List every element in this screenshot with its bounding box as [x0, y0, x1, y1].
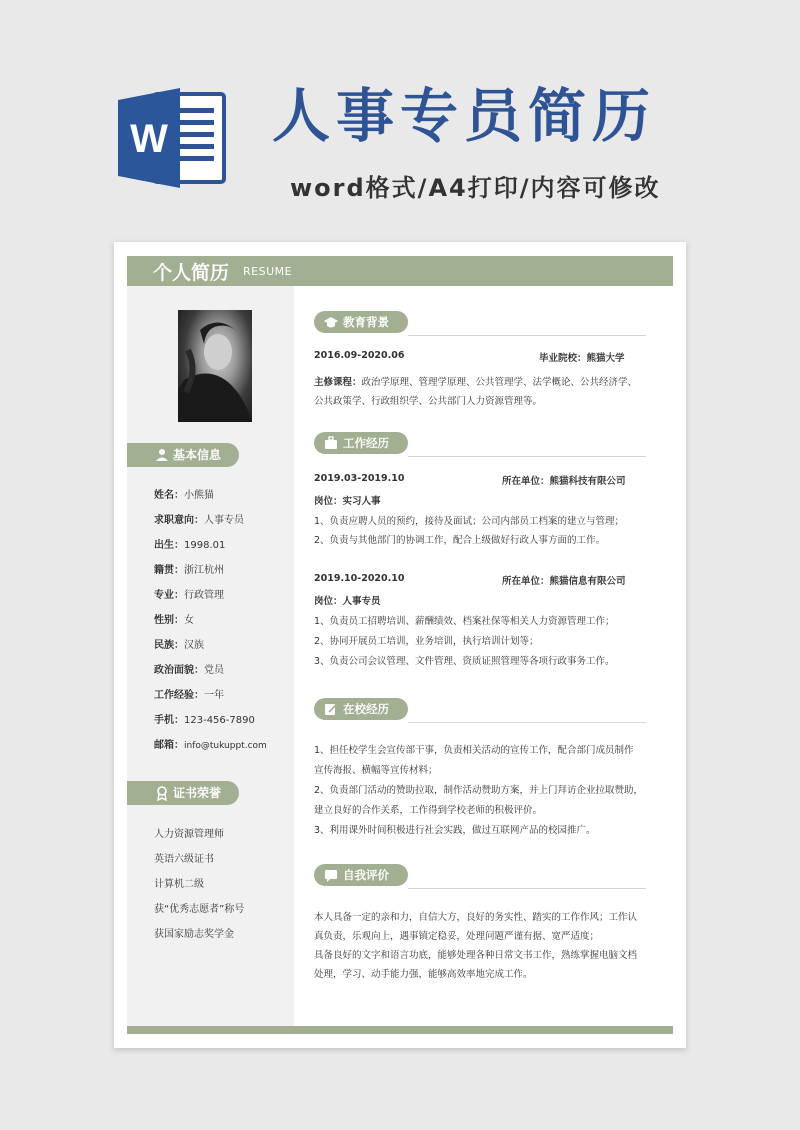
job-period: 2019.10-2020.10: [314, 573, 405, 584]
company-label: 所在单位：: [502, 476, 550, 487]
job-duty: 1、负责应聘人员的预约，接待及面试；公司内部员工档案的建立与管理；: [314, 516, 625, 527]
resume-paper: [114, 242, 686, 1048]
course-label: 主修课程：: [314, 377, 362, 388]
cert-item: 获国家励志奖学金: [154, 929, 234, 940]
resume-header-title: 个人简历: [153, 262, 230, 284]
info-value: 浙江杭州: [184, 565, 224, 576]
info-key: 邮箱：: [154, 740, 184, 751]
info-row: [154, 586, 224, 601]
campus-line: 建立良好的合作关系，工作得到学校老师的积极评价。: [314, 805, 543, 816]
education-label: 教育背景: [343, 315, 389, 329]
info-key: 民族：: [154, 640, 184, 651]
campus-line: 3、利用课外时间积极进行社会实践，做过互联网产品的校园推广。: [314, 825, 596, 836]
info-row: [154, 486, 214, 501]
info-value: 1998.01: [184, 540, 226, 551]
info-key: 求职意向：: [154, 515, 204, 526]
info-value: 行政管理: [184, 590, 224, 601]
campus-line: 1、担任校学生会宣传部干事，负责相关活动的宣传工作，配合部门成员制作: [314, 745, 634, 756]
campus-tag: [314, 698, 408, 720]
divider: [408, 456, 646, 457]
edit-icon: [324, 698, 338, 720]
word-logo-icon: [118, 86, 228, 190]
info-value: info@tukuppt.com: [184, 741, 267, 751]
self-line: 处理，学习、动手能力强，能够高效率地完成工作。: [314, 969, 533, 980]
info-row: [154, 511, 244, 526]
profile-photo: [178, 310, 252, 422]
info-row: [154, 561, 224, 576]
info-row: [154, 686, 224, 701]
cert-item: 获“优秀志愿者”称号: [154, 904, 245, 915]
resume-header-en: RESUME: [243, 265, 293, 278]
page-subtitle: word格式/A4打印/内容可修改: [290, 174, 661, 202]
self-line: 具备良好的文字和语言功底，能够处理各种日常文书工作，熟练掌握电脑文档: [314, 950, 638, 961]
info-value: 小熊猫: [184, 490, 214, 501]
info-key: 姓名：: [154, 490, 184, 501]
info-row: [154, 661, 224, 676]
info-key: 手机：: [154, 715, 184, 726]
divider: [408, 722, 646, 723]
graduation-cap-icon: [324, 311, 338, 333]
divider: [408, 335, 646, 336]
campus-line: 宣传海报、横幅等宣传材料；: [314, 765, 438, 776]
info-row: [154, 536, 225, 551]
info-value: 123-456-7890: [184, 715, 255, 726]
course-text: 公共政策学、行政组织学、公共部门人力资源管理等。: [314, 396, 543, 407]
job-duty: 1、负责员工招聘培训、薪酬绩效、档案社保等相关人力资源管理工作；: [314, 616, 615, 627]
info-key: 工作经验：: [154, 690, 204, 701]
job-position: 岗位：实习人事: [314, 496, 381, 507]
info-key: 政治面貌：: [154, 665, 204, 676]
info-value: 女: [184, 615, 194, 626]
job-duty: 2、协同开展员工培训，业务培训，执行培训计划等；: [314, 636, 539, 647]
job-duty: 3、负责公司会议管理、文件管理、资质证照管理等各项行政事务工作。: [314, 656, 615, 667]
info-row: [154, 736, 267, 751]
cert-item: 英语六级证书: [154, 854, 214, 865]
job-duty: 2、负责与其他部门的协调工作，配合上级做好行政人事方面的工作。: [314, 535, 606, 546]
info-row: [154, 711, 255, 726]
info-value: 汉族: [184, 640, 204, 651]
award-icon: [155, 781, 169, 805]
self-line: 真负责，乐观向上，遇事镇定稳妥，处理问题严谨有据、宽严适度；: [314, 931, 600, 942]
info-row: [154, 636, 204, 651]
page-title: 人事专员简历: [272, 82, 657, 150]
education-tag: [314, 311, 408, 333]
person-icon: [155, 443, 169, 467]
course-text: 政治学原理、管理学原理、公共管理学、法学概论、公共经济学、: [361, 377, 638, 388]
briefcase-icon: [324, 432, 338, 454]
campus-line: 2、负责部门活动的赞助拉取，制作活动赞助方案，并上门拜访企业拉取赞助，: [314, 785, 644, 796]
info-value: 人事专员: [204, 515, 244, 526]
company-name: 熊猫信息有限公司: [549, 576, 626, 587]
basic-info-label: 基本信息: [173, 448, 222, 462]
education-period: 2016.09-2020.06: [314, 350, 405, 361]
cert-item: 计算机二级: [154, 879, 204, 890]
comment-icon: [324, 864, 338, 886]
self-line: 本人具备一定的亲和力，自信大方，良好的务实性、踏实的工作作风；工作认: [314, 912, 638, 923]
school-name: 熊猫大学: [586, 353, 625, 364]
word-logo-letter: W: [130, 117, 168, 161]
divider: [408, 888, 646, 889]
school-label: 毕业院校：: [539, 353, 587, 364]
company-label: 所在单位：: [502, 576, 550, 587]
cert-item: 人力资源管理师: [154, 829, 224, 840]
certs-tag: [127, 781, 239, 805]
resume-footer-bar: [127, 1026, 673, 1034]
work-tag: [314, 432, 408, 454]
info-key: 籍贯：: [154, 565, 184, 576]
info-value: 党员: [204, 665, 224, 676]
self-label: 自我评价: [343, 868, 389, 882]
resume-header-bar: [127, 256, 673, 286]
info-key: 专业：: [154, 590, 184, 601]
self-tag: [314, 864, 408, 886]
certs-label: 证书荣誉: [173, 786, 222, 800]
info-key: 出生：: [154, 540, 184, 551]
campus-label: 在校经历: [343, 702, 389, 716]
basic-info-tag: [127, 443, 239, 467]
job-period: 2019.03-2019.10: [314, 473, 405, 484]
info-key: 性别：: [154, 615, 184, 626]
info-row: [154, 611, 194, 626]
company-name: 熊猫科技有限公司: [549, 476, 626, 487]
work-label: 工作经历: [343, 436, 389, 450]
job-position: 岗位：人事专员: [314, 596, 381, 607]
info-value: 一年: [204, 690, 224, 701]
